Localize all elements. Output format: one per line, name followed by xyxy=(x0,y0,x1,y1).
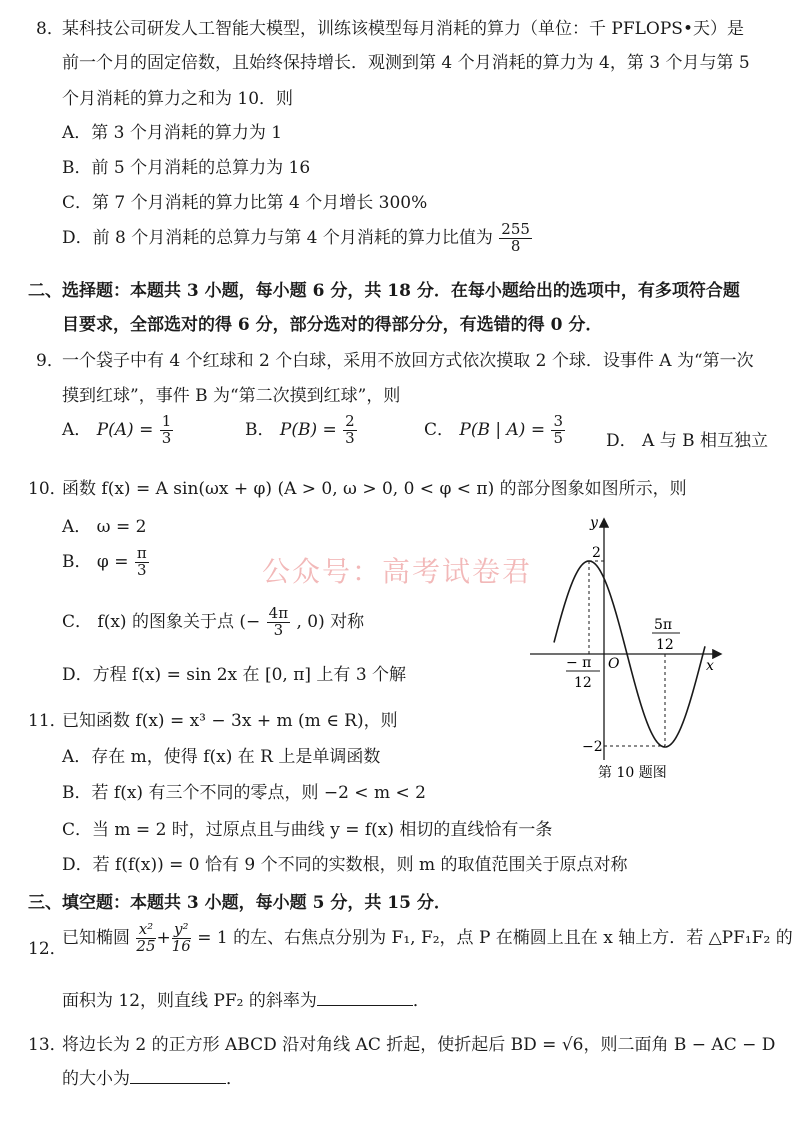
option-expression: P(A) = xyxy=(96,419,154,440)
fraction-denominator: 3 xyxy=(345,428,355,447)
q11-number: 11． xyxy=(28,711,67,731)
option-text: B． φ = xyxy=(62,551,129,572)
q8-option-d-fraction xyxy=(499,222,532,255)
q9-number: 9． xyxy=(36,351,64,371)
q8-option-d xyxy=(62,222,533,255)
q10-option-b xyxy=(62,546,150,579)
stem-text: 的大小为 xyxy=(62,1069,130,1089)
q10-number: 10． xyxy=(28,479,67,499)
option-text: , 0) 对称 xyxy=(296,611,365,632)
ellipse-fraction-x xyxy=(136,922,155,955)
watermark-text: 公众号：高考试卷君 xyxy=(262,555,533,588)
q12-number: 12． xyxy=(28,939,67,959)
fraction-numerator: x² xyxy=(136,922,155,939)
q9-option-c xyxy=(424,414,566,447)
option-expression: P(B) = xyxy=(279,419,337,440)
right-tick-denominator: 12 xyxy=(656,637,674,653)
q9-stem-line2: 摸到红球”，事件 B 为“第二次摸到红球”，则 xyxy=(62,386,401,406)
left-tick-numerator: − π xyxy=(566,655,592,671)
option-label: C． xyxy=(424,419,455,440)
stem-text: ． xyxy=(412,991,430,1011)
fraction-denominator: 16 xyxy=(171,936,191,955)
fraction-numerator: y² xyxy=(172,922,191,939)
q8-option-d-text: D．前 8 个月消耗的总算力与第 4 个月消耗的算力比值为 xyxy=(62,227,493,248)
option-label: B． xyxy=(245,419,275,440)
q10-stem: 函数 f(x) = A sin(ωx + φ) (A > 0, ω > 0, 0 < φ < π) 的部分图象如图所示，则 xyxy=(62,479,687,499)
q8-option-c: C．第 7 个月消耗的算力比第 4 个月增长 300% xyxy=(62,193,428,213)
y-axis-label: y xyxy=(590,515,598,531)
section2-heading-line1: 二、选择题：本题共 3 小题，每小题 6 分，共 18 分．在每小题给出的选项中，有多项符合题 xyxy=(28,281,740,301)
option-fraction xyxy=(551,414,565,447)
q11-option-d: D．若 f(f(x)) = 0 恰有 9 个不同的实数根，则 m 的取值范围关于原点对称 xyxy=(62,855,628,875)
answer-blank[interactable] xyxy=(130,1069,226,1084)
stem-text: 面积为 12，则直线 PF₂ 的斜率为 xyxy=(62,991,317,1011)
fraction-numerator: 1 xyxy=(161,412,172,430)
option-fraction xyxy=(343,414,357,447)
q12-stem-line2 xyxy=(62,986,430,1011)
q10-option-d: D．方程 f(x) = sin 2x 在 [0, π] 上有 3 个解 xyxy=(62,665,407,685)
q8-stem-line1: 某科技公司研发人工智能大模型，训练该模型每月消耗的算力（单位：千 PFLOPS•天）是 xyxy=(62,19,744,39)
fraction-denominator: 25 xyxy=(136,936,156,955)
q11-stem: 已知函数 f(x) = x³ − 3x + m (m ∈ R)，则 xyxy=(62,711,398,731)
graph-caption: 第 10 题图 xyxy=(598,765,667,781)
x-axis-label: x xyxy=(706,658,714,674)
q9-option-d: D． A 与 B 相互独立 xyxy=(606,431,769,451)
section3-heading: 三、填空题：本题共 3 小题，每小题 5 分，共 15 分． xyxy=(28,893,451,913)
q13-stem-line1: 将边长为 2 的正方形 ABCD 沿对角线 AC 折起，使折起后 BD = √6，则二面角 B − AC − D xyxy=(62,1035,776,1055)
section2-heading-line2: 目要求，全部选对的得 6 分，部分选对的得部分分，有选错的得 0 分． xyxy=(62,315,603,335)
fraction-denominator: 3 xyxy=(161,428,172,447)
option-text: C． f(x) 的图象关于点 (− xyxy=(62,611,261,632)
q11-option-b: B．若 f(x) 有三个不同的零点，则 −2 < m < 2 xyxy=(62,783,426,803)
fraction-numerator: 4π xyxy=(268,604,289,622)
option-label: A． xyxy=(62,419,92,440)
fraction-numerator: π xyxy=(136,544,147,562)
stem-text: 已知椭圆 xyxy=(62,927,130,948)
q9-option-a xyxy=(62,414,174,447)
max-value-label: 2 xyxy=(592,545,601,561)
fraction-numerator: 3 xyxy=(553,412,564,430)
q9-option-b xyxy=(245,414,358,447)
q8-stem-line2: 前一个月的固定倍数，且始终保持增长．观测到第 4 个月消耗的算力为 4，第 3 个月与第 5 xyxy=(62,53,750,73)
right-tick-numerator: 5π xyxy=(654,617,673,633)
option-fraction xyxy=(267,606,290,639)
q13-number: 13． xyxy=(28,1035,67,1055)
fraction-numerator: 2 xyxy=(345,412,355,430)
ellipse-fraction-y xyxy=(172,922,191,955)
fraction-denominator: 3 xyxy=(273,620,284,639)
q10-option-a: A． ω = 2 xyxy=(62,517,147,537)
fraction-denominator: 5 xyxy=(553,428,564,447)
q11-option-a: A．存在 m，使得 f(x) 在 R 上是单调函数 xyxy=(62,747,381,767)
q8-number: 8． xyxy=(36,19,64,39)
q9-stem-line1: 一个袋子中有 4 个红球和 2 个白球，采用不放回方式依次摸取 2 个球．设事件 A 为“第一次 xyxy=(62,351,754,371)
origin-label: O xyxy=(608,656,620,672)
option-expression: P(B | A) = xyxy=(459,419,546,440)
q13-stem-line2 xyxy=(62,1064,243,1089)
q11-option-c: C．当 m = 2 时，过原点且与曲线 y = f(x) 相切的直线恰有一条 xyxy=(62,820,553,840)
q8-option-b: B．前 5 个月消耗的总算力为 16 xyxy=(62,158,311,178)
left-tick-denominator: 12 xyxy=(574,675,592,691)
fraction-denominator: 8 xyxy=(510,236,521,255)
fraction-denominator: 3 xyxy=(137,560,147,579)
q8-stem-line3: 个月消耗的算力之和为 10．则 xyxy=(62,89,294,109)
min-value-label: −2 xyxy=(582,739,603,755)
option-fraction xyxy=(160,414,174,447)
q12-stem-line1 xyxy=(62,922,793,955)
stem-text: = 1 的左、右焦点分别为 F₁, F₂，点 P 在椭圆上且在 x 轴上方．若 △PF₁F₂ 的 xyxy=(197,927,793,948)
fraction-numerator: 255 xyxy=(501,220,530,238)
plus-sign: + xyxy=(156,927,171,948)
q10-graph xyxy=(520,505,780,785)
q8-option-a: A．第 3 个月消耗的算力为 1 xyxy=(62,123,283,143)
answer-blank[interactable] xyxy=(317,991,413,1006)
option-fraction xyxy=(135,546,149,579)
q10-option-c xyxy=(62,606,364,639)
stem-text: ． xyxy=(226,1069,243,1089)
